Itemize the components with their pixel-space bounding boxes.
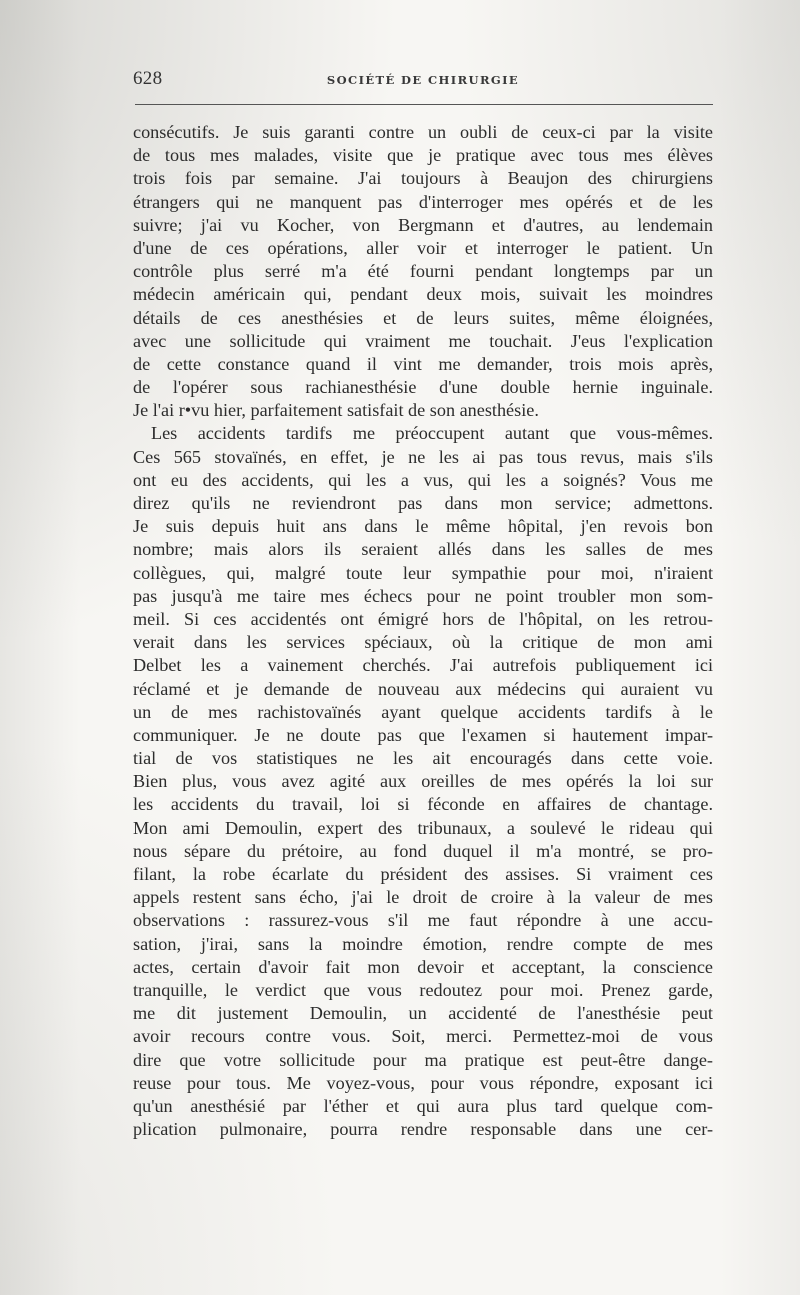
body-text: [133, 121, 713, 1141]
text-line: détails de ces anesthésies et de leurs suites, même éloignées,: [133, 307, 713, 328]
text-line: avoir recours contre vous. Soit, merci. Permettez-moi de vous: [133, 1026, 713, 1047]
text-line: dire que votre sollicitude pour ma pratique est peut-être dange-: [133, 1049, 713, 1070]
text-line: meil. Si ces accidentés ont émigré hors de l'hôpital, on les retrou-: [133, 608, 713, 629]
text-line: d'une de ces opérations, aller voir et interroger le patient. Un: [133, 237, 713, 258]
text-line: les accidents du travail, loi si féconde en affaires de chantage.: [133, 794, 713, 815]
journal-title: SOCIÉTÉ DE CHIRURGIE: [326, 73, 520, 87]
text-line: direz qu'ils ne reviendront pas dans mon service; admettons.: [133, 493, 713, 513]
text-line: Je l'ai r•vu hier, parfaitement satisfait de son anesthésie.: [133, 400, 539, 421]
text-line: ont eu des accidents, qui les a vus, qui les a soignés? Vous me: [133, 469, 713, 490]
text-line: reuse pour tous. Me voyez-vous, pour vous répondre, exposant ici: [133, 1072, 713, 1093]
text-line: tial de vos statistiques ne les ait encouragés dans cette voie.: [133, 748, 713, 769]
text-line: Les accidents tardifs me préoccupent autant que vous-mêmes.: [151, 423, 713, 444]
text-line: me dit justement Demoulin, un accidenté de l'anesthésie peut: [133, 1003, 713, 1024]
text-line: réclamé et je demande de nouveau aux médecins qui auraient vu: [133, 678, 713, 699]
text-line: Delbet les a vainement cherchés. J'ai autrefois publiquement ici: [133, 655, 713, 676]
text-line: nous sépare du prétoire, au fond duquel il m'a montré, se pro-: [133, 840, 713, 861]
text-line: de cette constance quand il vint me demander, trois mois après,: [133, 353, 713, 374]
text-line: verait dans les services spéciaux, où la critique de mon ami: [133, 632, 713, 653]
text-line: trois fois par semaine. J'ai toujours à Beaujon des chirurgiens: [133, 168, 713, 189]
text-line: observations : rassurez-vous s'il me faut répondre à une accu-: [133, 910, 713, 931]
text-line: nombre; mais alors ils seraient allés dans les salles de mes: [133, 539, 713, 560]
paragraph: [133, 422, 713, 1141]
text-line: contrôle plus serré m'a été fourni pendant longtemps par un: [133, 261, 713, 282]
text-line: de l'opérer sous rachianesthésie d'une double hernie inguinale.: [133, 377, 713, 398]
running-head: [133, 68, 713, 92]
text-line: sation, j'irai, sans la moindre émotion, rendre compte de mes: [133, 933, 713, 954]
text-line: un de mes rachistovaïnés ayant quelque accidents tardifs à le: [133, 701, 713, 722]
text-line: Bien plus, vous avez agité aux oreilles de mes opérés la loi sur: [133, 771, 713, 792]
text-line: qu'un anesthésié par l'éther et qui aura plus tard quelque com-: [133, 1095, 713, 1116]
text-line: consécutifs. Je suis garanti contre un oubli de ceux-ci par la visite: [133, 122, 713, 142]
page-number: 628: [133, 68, 163, 89]
text-line: suivre; j'ai vu Kocher, von Bergmann et d'autres, au lendemain: [133, 214, 713, 235]
text-line: de tous mes malades, visite que je pratique avec tous mes élèves: [133, 145, 713, 166]
header-rule: [135, 104, 713, 105]
text-line: Mon ami Demoulin, expert des tribunaux, a soulevé le rideau qui: [133, 817, 713, 838]
text-line: avec une sollicitude qui vraiment me touchait. J'eus l'explication: [133, 330, 713, 351]
text-line: Ces 565 stovaïnés, en effet, je ne les ai pas tous revus, mais s'ils: [133, 446, 713, 467]
text-line: Je suis depuis huit ans dans le même hôpital, j'en revois bon: [133, 516, 713, 537]
text-line: étrangers qui ne manquent pas d'interroger mes opérés et de les: [133, 191, 713, 212]
text-line: appels restent sans écho, j'ai le droit de croire à la valeur de mes: [133, 887, 713, 908]
text-line: plication pulmonaire, pourra rendre responsable dans une cer-: [133, 1119, 713, 1140]
text-line: filant, la robe écarlate du président des assises. Si vraiment ces: [133, 864, 713, 884]
text-line: médecin américain qui, pendant deux mois, suivait les moindres: [133, 284, 713, 305]
text-line: actes, certain d'avoir fait mon devoir et acceptant, la conscience: [133, 956, 713, 977]
text-line: tranquille, le verdict que vous redoutez pour moi. Prenez garde,: [133, 979, 713, 1000]
text-line: collègues, qui, malgré toute leur sympathie pour moi, n'iraient: [133, 562, 713, 583]
text-line: pas jusqu'à me taire mes échecs pour ne point troubler mon som-: [133, 585, 713, 606]
paragraph: [133, 121, 713, 422]
text-line: communiquer. Je ne doute pas que l'examen si hautement impar-: [133, 724, 713, 745]
